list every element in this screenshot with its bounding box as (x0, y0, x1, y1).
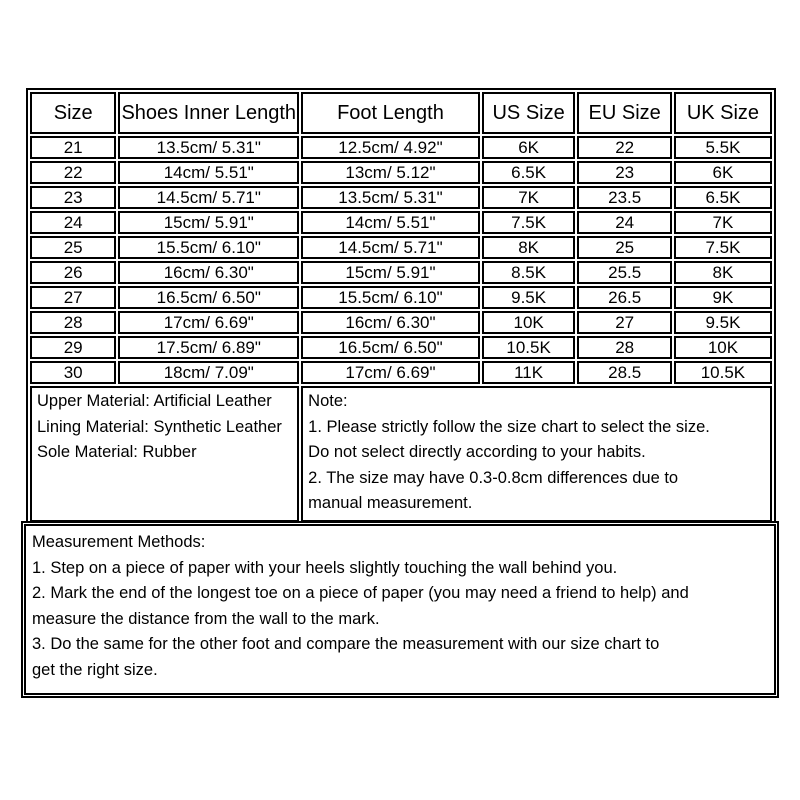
cell-eu-size: 25 (577, 236, 671, 259)
table-row-size-24 (30, 211, 772, 234)
cell-foot-length: 16.5cm/ 6.50" (301, 336, 480, 359)
cell-foot-length: 13cm/ 5.12" (301, 161, 480, 184)
table-row-size-22 (30, 161, 772, 184)
measurement-line: measure the distance from the wall to the mark. (32, 609, 380, 628)
cell-size: 30 (30, 361, 116, 384)
cell-eu-size: 25.5 (577, 261, 671, 284)
table-row-size-27 (30, 286, 772, 309)
note-title: Note: (308, 392, 348, 410)
upper-material-text: Upper Material: Artificial Leather (37, 392, 272, 410)
cell-foot-length: 15.5cm/ 6.10" (301, 286, 480, 309)
cell-inner-length: 14.5cm/ 5.71" (118, 186, 299, 209)
cell-eu-size: 24 (577, 211, 671, 234)
cell-inner-length: 13.5cm/ 5.31" (118, 136, 299, 159)
cell-foot-length: 16cm/ 6.30" (301, 311, 480, 334)
header-row (30, 92, 772, 134)
lining-material-text: Lining Material: Synthetic Leather (37, 417, 282, 436)
column-header-size: Size (30, 92, 116, 134)
cell-foot-length: 14.5cm/ 5.71" (301, 236, 480, 259)
column-header-eu-size: EU Size (577, 92, 671, 134)
cell-foot-length: 12.5cm/ 4.92" (301, 136, 480, 159)
cell-size: 27 (30, 286, 116, 309)
cell-inner-length: 15cm/ 5.91" (118, 211, 299, 234)
cell-us-size: 6.5K (482, 161, 576, 184)
measurement-line: 1. Step on a piece of paper with your heels slightly touching the wall behind you. (32, 558, 618, 577)
cell-size: 21 (30, 136, 116, 159)
cell-uk-size: 7K (674, 211, 772, 234)
measurement-line: 2. Mark the end of the longest toe on a piece of paper (you may need a friend to help) and (32, 584, 689, 602)
cell-inner-length: 17cm/ 6.69" (118, 311, 299, 334)
cell-inner-length: 15.5cm/ 6.10" (118, 236, 299, 259)
cell-size: 29 (30, 336, 116, 359)
cell-eu-size: 22 (577, 136, 671, 159)
cell-eu-size: 28.5 (577, 361, 671, 384)
cell-eu-size: 26.5 (577, 286, 671, 309)
cell-foot-length: 17cm/ 6.69" (301, 361, 480, 384)
column-header-inner-length: Shoes Inner Length (118, 92, 299, 134)
cell-inner-length: 14cm/ 5.51" (118, 161, 299, 184)
cell-uk-size: 6.5K (674, 186, 772, 209)
measurement-methods-box (21, 521, 779, 698)
note-line: 1. Please strictly follow the size chart to select the size. (308, 417, 710, 436)
cell-uk-size: 9.5K (674, 311, 772, 334)
cell-us-size: 6K (482, 136, 576, 159)
cell-size: 23 (30, 186, 116, 209)
info-row (30, 386, 772, 522)
cell-size: 24 (30, 211, 116, 234)
cell-eu-size: 27 (577, 311, 671, 334)
cell-us-size: 10K (482, 311, 576, 334)
column-header-uk-size: UK Size (674, 92, 772, 134)
sole-material-text: Sole Material: Rubber (37, 443, 197, 461)
cell-size: 22 (30, 161, 116, 184)
column-header-foot-length: Foot Length (301, 92, 480, 134)
measurement-line: 3. Do the same for the other foot and compare the measurement with our size chart to (32, 635, 660, 653)
cell-inner-length: 17.5cm/ 6.89" (118, 336, 299, 359)
table-row-size-29 (30, 336, 772, 359)
cell-uk-size: 10.5K (674, 361, 772, 384)
cell-size: 26 (30, 261, 116, 284)
cell-inner-length: 16.5cm/ 6.50" (118, 286, 299, 309)
materials-cell (30, 386, 299, 522)
cell-uk-size: 10K (674, 336, 772, 359)
measurement-line: get the right size. (32, 660, 158, 679)
cell-eu-size: 23 (577, 161, 671, 184)
cell-eu-size: 23.5 (577, 186, 671, 209)
cell-foot-length: 14cm/ 5.51" (301, 211, 480, 234)
note-line: manual measurement. (308, 494, 473, 512)
note-line: Do not select directly according to your habits. (308, 443, 646, 461)
cell-inner-length: 16cm/ 6.30" (118, 261, 299, 284)
cell-uk-size: 9K (674, 286, 772, 309)
table-row-size-26 (30, 261, 772, 284)
measurement-methods-content (24, 524, 776, 695)
measurement-title: Measurement Methods: (32, 533, 206, 551)
cell-us-size: 8.5K (482, 261, 576, 284)
table-row-size-21 (30, 136, 772, 159)
cell-us-size: 7K (482, 186, 576, 209)
cell-uk-size: 6K (674, 161, 772, 184)
note-cell (301, 386, 772, 522)
cell-inner-length: 18cm/ 7.09" (118, 361, 299, 384)
cell-size: 25 (30, 236, 116, 259)
cell-us-size: 10.5K (482, 336, 576, 359)
cell-foot-length: 13.5cm/ 5.31" (301, 186, 480, 209)
cell-eu-size: 28 (577, 336, 671, 359)
cell-us-size: 11K (482, 361, 576, 384)
cell-size: 28 (30, 311, 116, 334)
cell-us-size: 9.5K (482, 286, 576, 309)
cell-us-size: 8K (482, 236, 576, 259)
table-row-size-25 (30, 236, 772, 259)
table-row-size-30 (30, 361, 772, 384)
table-row-size-23 (30, 186, 772, 209)
cell-foot-length: 15cm/ 5.91" (301, 261, 480, 284)
size-chart-table (26, 88, 776, 526)
note-line: 2. The size may have 0.3-0.8cm differences due to (308, 468, 679, 487)
table-row-size-28 (30, 311, 772, 334)
cell-us-size: 7.5K (482, 211, 576, 234)
cell-uk-size: 5.5K (674, 136, 772, 159)
cell-uk-size: 8K (674, 261, 772, 284)
cell-uk-size: 7.5K (674, 236, 772, 259)
column-header-us-size: US Size (482, 92, 576, 134)
